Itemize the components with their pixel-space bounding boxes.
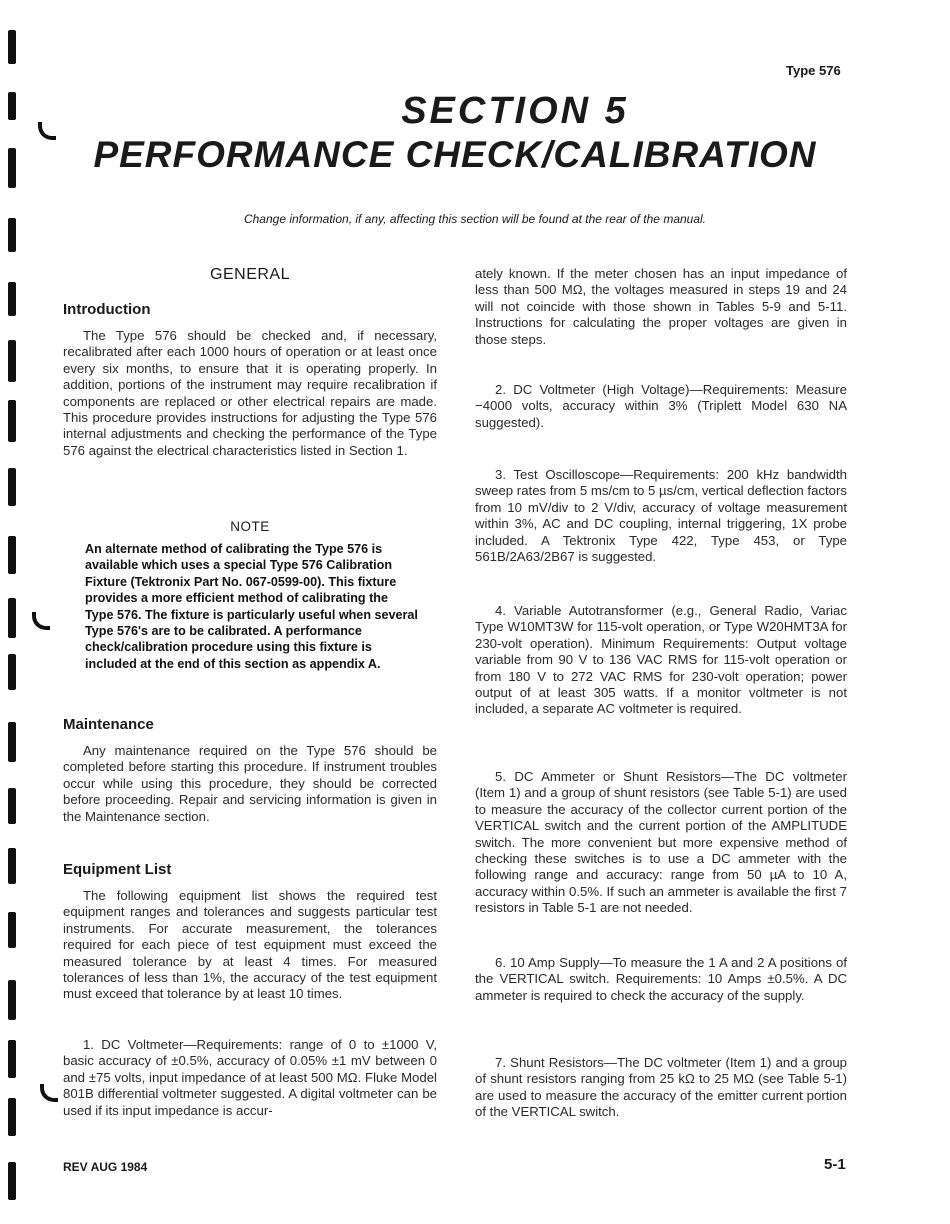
change-bar: [8, 722, 16, 762]
general-heading: GENERAL: [210, 266, 290, 283]
change-bar: [8, 30, 16, 64]
change-bar: [8, 400, 16, 442]
note-heading: NOTE: [230, 519, 270, 534]
introduction-heading: Introduction: [63, 301, 151, 318]
change-bar: [8, 1162, 16, 1200]
equipment-item-7: 7. Shunt Resistors—The DC voltmeter (Item 1) and a group of shunt resistors ranging from 25 kΩ to 25 MΩ (see Table 5-1) are used to measure the accuracy of the emitter current portion of the VERTICAL switch.: [475, 1055, 847, 1120]
change-bar: [8, 468, 16, 506]
change-bar: [8, 980, 16, 1020]
equipment-list-heading: Equipment List: [63, 861, 172, 878]
maintenance-heading: Maintenance: [63, 716, 154, 733]
equipment-item-1-continued: ately known. If the meter chosen has an input impedance of less than 500 MΩ, the voltages measured in steps 19 and 24 will not coincide with those shown in Tables 5-9 and 5-11. Instructions for calculating the proper voltages are given in those steps.: [475, 266, 847, 347]
change-bar: [8, 598, 16, 638]
change-mark: [32, 612, 50, 630]
change-bar: [8, 788, 16, 824]
change-bar: [8, 148, 16, 188]
change-bar: [8, 536, 16, 574]
revision-date: REV AUG 1984: [63, 1160, 148, 1174]
equipment-item-5: 5. DC Ammeter or Shunt Resistors—The DC voltmeter (Item 1) and a group of shunt resistors (see Table 5-1) are used to measure the accuracy of the collector current portion of the VERTICAL switch and the current portion of the AMPLITUDE switch. The more convenient but more expensive method of checking these switches is to use a DC ammeter with the following range and accuracy: range from 50 µA to 10 A, accuracy within 0.5%. If such an ammeter is available the first 7 resistors in Table 5-1 are not needed.: [475, 769, 847, 916]
change-bar: [8, 92, 16, 120]
note-text: An alternate method of calibrating the Type 576 is available which uses a special Type 576 Calibration Fixture (Tektronix Part No. 067-0599-00). This fixture provides a more efficient method of calibrating the Type 576. The fixture is particularly useful when several Type 576's are to be calibrated. A performance check/calibration procedure using this fixture is included at the end of this section as appendix A.: [85, 542, 418, 671]
equipment-item-6: 6. 10 Amp Supply—To measure the 1 A and 2 A positions of the VERTICAL switch. Requirements: 10 Amps ±0.5%. A DC ammeter is required to check the accuracy of the supply.: [475, 955, 847, 1003]
equipment-item-2: 2. DC Voltmeter (High Voltage)—Requirements: Measure −4000 volts, accuracy within 3% (Triplett Model 630 NA suggested).: [475, 382, 847, 430]
change-bar: [8, 1040, 16, 1078]
change-bar: [8, 1098, 16, 1136]
document-type: Type 576: [786, 63, 841, 78]
change-bar: [8, 282, 16, 316]
change-bar: [8, 848, 16, 884]
section-title: PERFORMANCE CHECK/CALIBRATION: [93, 134, 817, 175]
equipment-item-3: 3. Test Oscilloscope—Requirements: 200 kHz bandwidth sweep rates from 5 ms/cm to 5 µs/cm, vertical deflection factors from 10 mV/div to 2 V/div, accuracy of voltage measurement within 3%, AC and DC coupling, internal triggering, 1X probe included. A Tektronix Type 422, Type 453, or Type 561B/2A63/2B67 is suggested.: [475, 467, 847, 565]
change-bar: [8, 654, 16, 690]
change-bar: [8, 912, 16, 948]
page-number: 5-1: [824, 1156, 846, 1173]
equipment-item-4: 4. Variable Autotransformer (e.g., General Radio, Variac Type W10MT3W for 115-volt operation, or Type W20HMT3A for 230-volt operation). Minimum Requirements: Output voltage variable from 90 V to 136 VAC RMS for 115-volt operation or from 180 V to 272 VAC RMS for 230-volt operation; power output of at least 305 watts. If a monitor voltmeter is not included, a separate AC voltmeter is required.: [475, 603, 847, 717]
introduction-text: The Type 576 should be checked and, if necessary, recalibrated after each 1000 hours of operation or at least once every six months, to ensure that it is operating properly. In addition, portions of the instrument may require recalibration if components are replaced or other electrical repairs are made. This procedure provides instructions for adjusting the Type 576 internal adjustments and checking the performance of the Type 576 against the electrical characteristics listed in Section 1.: [63, 328, 437, 458]
maintenance-text: Any maintenance required on the Type 576 should be completed before starting this procedure. If instrument troubles occur while using this procedure, they should be corrected before proceeding. Repair and servicing information is given in the Maintenance section.: [63, 743, 437, 824]
equipment-item-1: 1. DC Voltmeter—Requirements: range of 0 to ±1000 V, basic accuracy of ±0.5%, accuracy of 0.05% ±1 mV between 0 and ±75 volts, input impedance of at least 500 MΩ. Fluke Model 801B differential voltmeter suggested. A digital voltmeter can be used if its input impedance is accur-: [63, 1037, 437, 1118]
equipment-list-text: The following equipment list shows the required test equipment ranges and tolerances and suggests particular test instruments. For accurate measurement, the tolerances required for each piece of test equipment must exceed the measured tolerance by at least 4 times. For measured tolerances of less than 1%, the accuracy of the test equipment must exceed that tolerance by at least 10 times.: [63, 888, 437, 1002]
change-information: Change information, if any, affecting this section will be found at the rear of the manual.: [243, 212, 707, 226]
change-mark: [40, 1084, 58, 1102]
section-number: SECTION 5: [401, 90, 629, 132]
change-bar: [8, 340, 16, 382]
